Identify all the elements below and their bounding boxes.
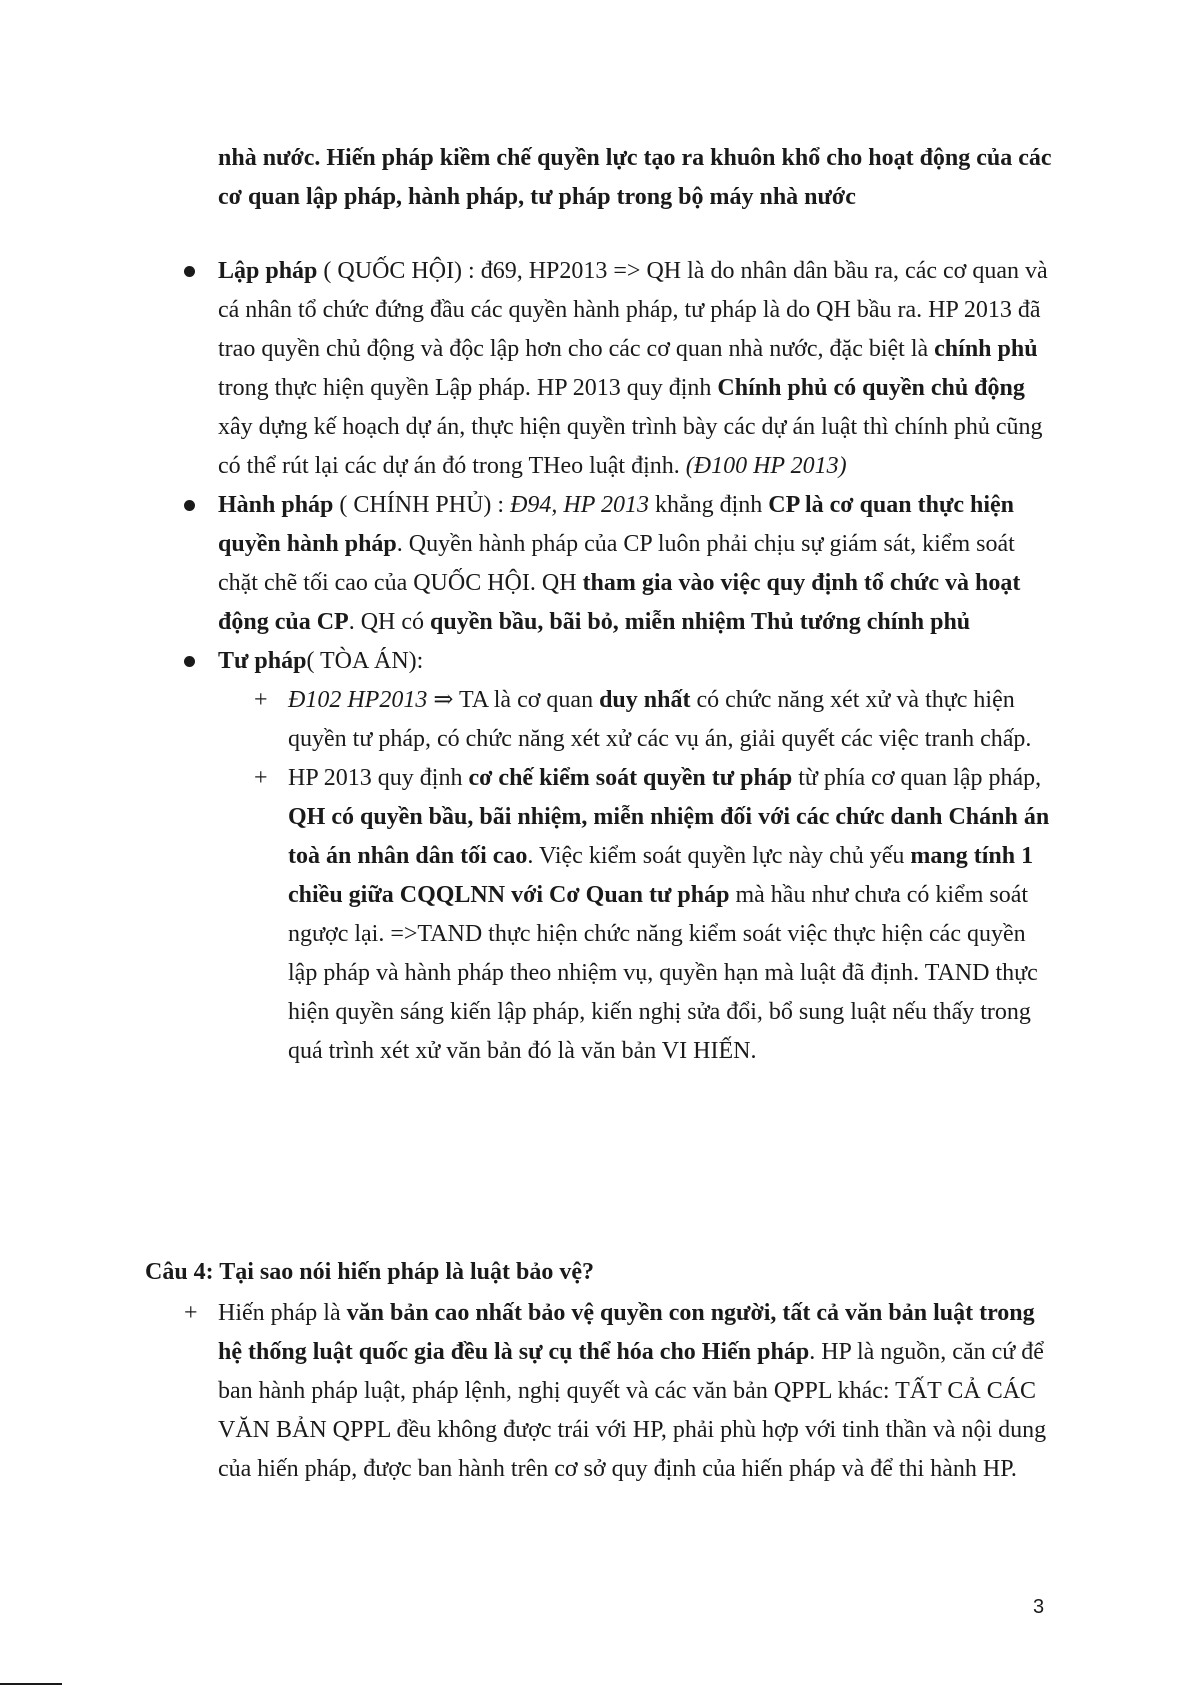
list-item-hanh-phap: Hành pháp ( CHÍNH PHỦ) : Đ94, HP 2013 khẳng định CP là cơ quan thực hiện quyền hành pháp. Quyền hành pháp của CP luôn phải chịu sự giám sát, kiểm soát chặt chẽ tối cao của QUỐC HỘI. QH tham gia vào việc quy định tổ chức và hoạt động của CP. QH có quyền bầu, bãi bỏ, miễn nhiệm Thủ tướng chính phủ [218,486,1058,642]
question-4-list [184,1294,1058,1489]
plus-icon: + [184,1300,198,1326]
list-item-tu-phap: Tư pháp( TÒA ÁN): + Đ102 HP2013 ⇒ TA là cơ quan duy nhất có chức năng xét xử và thực hiện quyền tư pháp, có chức năng xét xử các vụ án, giải quyết các việc tranh chấp. + HP 2013 quy định cơ chế kiểm soát quyền tư pháp từ phía cơ quan lập pháp, QH có quyền bầu, bãi nhiệm, miễn nhiệm đối với các chức danh Chánh án toà án nhân dân tối cao. Việc kiểm soát quyền lực này chủ yếu mang tính 1 chiều giữa CQQLNN với Cơ Quan tư pháp mà hầu như chưa có kiểm soát ngược lại. =>TAND thực hiện chức năng kiểm soát việc thực hiện các quyền lập pháp và hành pháp theo nhiệm vụ, quyền hạn mà luật đã định. TAND thực hiện quyền sáng kiến lập pháp, kiến nghị sửa đổi, bổ sung luật nếu thấy trong quá trình xét xử văn bản đó là văn bản VI HIẾN. [218,642,1058,1071]
intro-paragraph: nhà nước. Hiến pháp kiềm chế quyền lực tạo ra khuôn khổ cho hoạt động của các cơ quan lập pháp, hành pháp, tư pháp trong bộ máy nhà nước [218,145,1052,210]
list-item-lap-phap: Lập pháp ( QUỐC HỘI) : đ69, HP2013 => QH là do nhân dân bầu ra, các cơ quan và cá nhân tổ chức đứng đầu các quyền hành pháp, tư pháp là do QH bầu ra. HP 2013 đã trao quyền chủ động và độc lập hơn cho các cơ quan nhà nước, đặc biệt là chính phủ trong thực hiện quyền Lập pháp. HP 2013 quy định Chính phủ có quyền chủ động xây dựng kế hoạch dự án, thực hiện quyền trình bày các dự án luật thì chính phủ cũng có thể rút lại các dự án đó trong THeo luật định. (Đ100 HP 2013) [218,252,1058,486]
sublist-item: + Đ102 HP2013 ⇒ TA là cơ quan duy nhất có chức năng xét xử và thực hiện quyền tư pháp, có chức năng xét xử các vụ án, giải quyết các việc tranh chấp. [288,681,1058,759]
plus-icon: + [254,687,268,713]
plus-icon: + [254,765,268,791]
tu-phap-sublist [218,681,1058,1071]
bullet-dot-icon [184,266,195,277]
question-4-heading: Câu 4: Tại sao nói hiến pháp là luật bảo vệ? [145,1259,595,1285]
list-item: + Hiến pháp là văn bản cao nhất bảo vệ quyền con người, tất cả văn bản luật trong hệ thống luật quốc gia đều là sự cụ thể hóa cho Hiến pháp. HP là nguồn, căn cứ để ban hành pháp luật, pháp lệnh, nghị quyết và các văn bản QPPL khác: TẤT CẢ CÁC VĂN BẢN QPPL đều không được trái với HP, phải phù hợp với tinh thần và nội dung của hiến pháp, được ban hành trên cơ sở quy định của hiến pháp và để thi hành HP. [218,1294,1058,1489]
bullet-dot-icon [184,656,195,667]
bullet-dot-icon [184,500,195,511]
sublist-item: + HP 2013 quy định cơ chế kiểm soát quyền tư pháp từ phía cơ quan lập pháp, QH có quyền bầu, bãi nhiệm, miễn nhiệm đối với các chức danh Chánh án toà án nhân dân tối cao. Việc kiểm soát quyền lực này chủ yếu mang tính 1 chiều giữa CQQLNN với Cơ Quan tư pháp mà hầu như chưa có kiểm soát ngược lại. =>TAND thực hiện chức năng kiểm soát việc thực hiện các quyền lập pháp và hành pháp theo nhiệm vụ, quyền hạn mà luật đã định. TAND thực hiện quyền sáng kiến lập pháp, kiến nghị sửa đổi, bổ sung luật nếu thấy trong quá trình xét xử văn bản đó là văn bản VI HIẾN. [288,759,1058,1071]
branches-list [218,252,1058,1071]
page-number: 3 [1033,1596,1045,1618]
footer-rule [0,1683,62,1685]
